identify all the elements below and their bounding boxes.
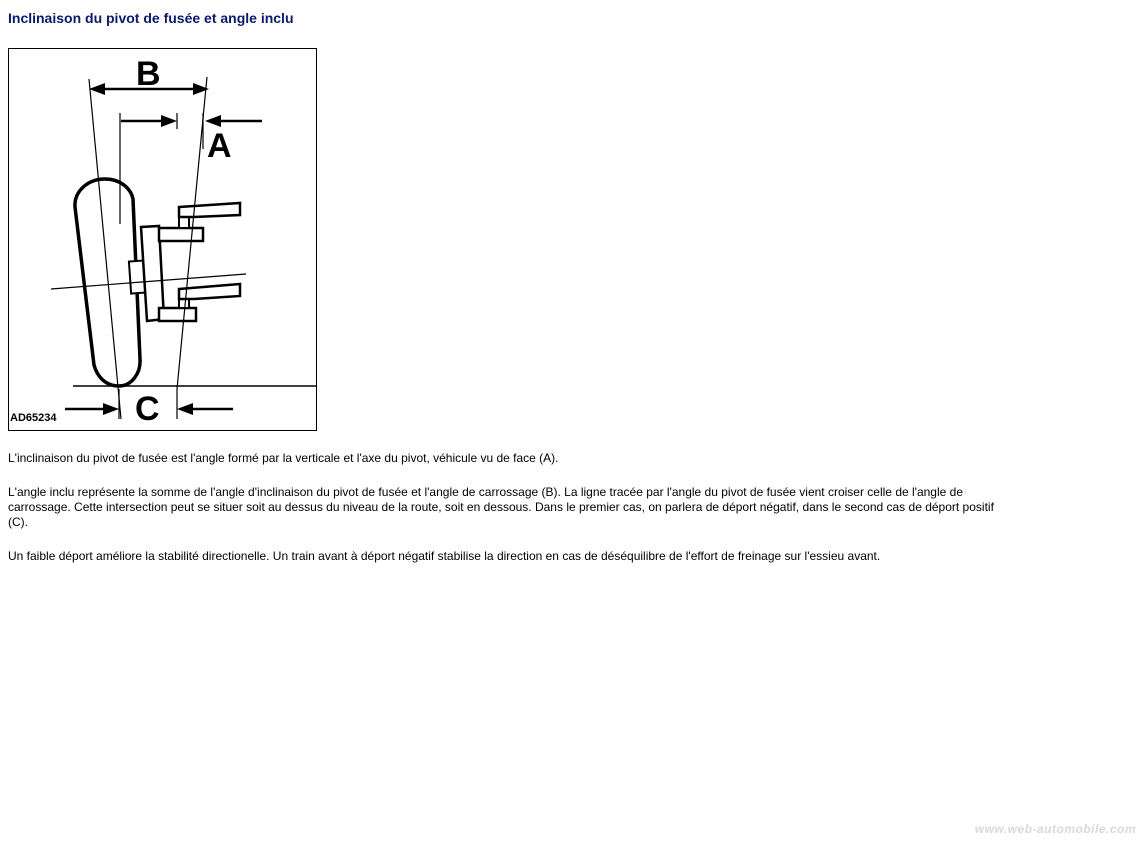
lower-arm — [179, 284, 240, 299]
suspension-drawing — [9, 49, 316, 430]
paragraph-inclination: L'inclinaison du pivot de fusée est l'angle formé par la verticale et l'axe du pivot, véhicule vu de face (A). — [8, 451, 559, 465]
lower-ball-joint — [159, 308, 196, 321]
suspension-diagram — [8, 48, 317, 431]
dimension-label-b: B — [136, 55, 161, 93]
paragraph-included-angle: L'angle inclu représente la somme de l'angle d'inclinaison du pivot de fusée et l'angle de carrossage (B). La ligne tracée par l'angle du pivot de fusée vient croiser celle de l'angle de carrossage. Cette intersection peut se situer soit au dessus du niveau de la route, soit en dessous. Dans le premier cas, on parlera de déport négatif, dans le second cas de déport positif (C). — [8, 485, 994, 529]
figure-code: AD65234 — [10, 412, 57, 424]
dimension-c-right-head — [177, 403, 193, 415]
dimension-label-c: C — [135, 390, 160, 428]
dimension-a-head — [205, 115, 221, 127]
dimension-label-a: A — [207, 127, 232, 165]
site-watermark: www.web-automobile.com — [974, 822, 1136, 836]
dimension-c-left-head — [103, 403, 119, 415]
dimension-b-head-left — [89, 83, 105, 95]
inner-arrow-head — [161, 115, 177, 127]
upper-ball-joint — [159, 228, 203, 241]
upper-arm — [179, 203, 240, 217]
page-title: Inclinaison du pivot de fusée et angle inclu — [8, 10, 294, 26]
paragraph-offset: Un faible déport améliore la stabilité directionelle. Un train avant à déport négatif stabilise la direction en cas de déséquilibre de l'effort de freinage sur l'essieu avant. — [8, 549, 881, 563]
upper-stud — [179, 217, 189, 228]
